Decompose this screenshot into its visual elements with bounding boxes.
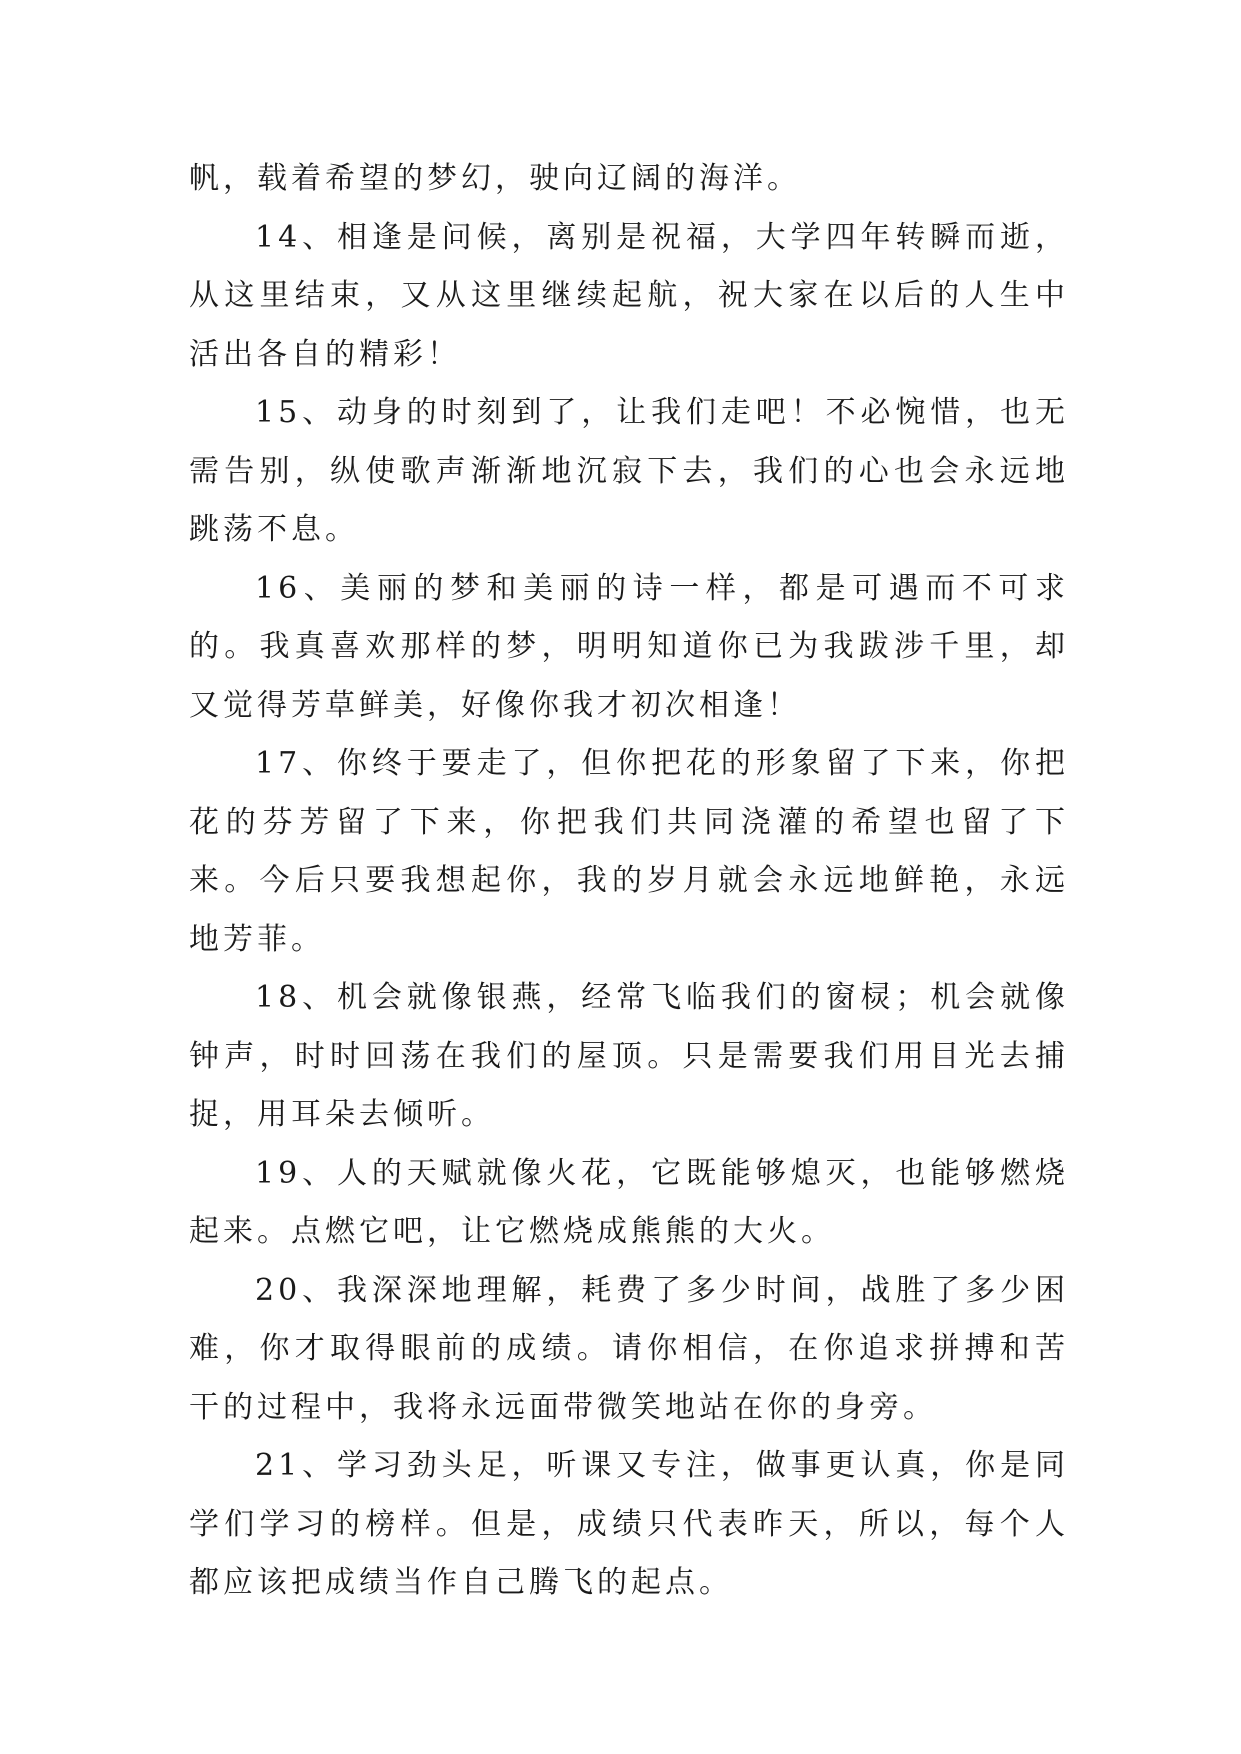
paragraph-20: 20、我深深地理解，耗费了多少时间，战胜了多少困难，你才取得眼前的成绩。请你相信，在你追求拼搏和苦干的过程中，我将永远面带微笑地站在你的身旁。 xyxy=(189,1272,1069,1425)
paragraph-continuation: 帆，载着希望的梦幻，驶向辽阔的海洋。 xyxy=(189,161,801,196)
paragraph-18: 18、机会就像银燕，经常飞临我们的窗棂；机会就像钟声，时时回荡在我们的屋顶。只是需要我们用目光去捕捉，用耳朵去倾听。 xyxy=(189,980,1069,1132)
paragraph-14: 14、相逢是问候，离别是祝福，大学四年转瞬而逝，从这里结束，又从这里继续起航，祝大家在以后的人生中活出各自的精彩！ xyxy=(189,219,1069,372)
paragraph-16: 16、美丽的梦和美丽的诗一样，都是可遇而不可求的。我真喜欢那样的梦，明明知道你已为我跋涉千里，却又觉得芳草鲜美，好像你我才初次相逢！ xyxy=(189,570,1069,723)
paragraph-15: 15、动身的时刻到了，让我们走吧！不必惋惜，也无需告别，纵使歌声渐渐地沉寂下去，我们的心也会永远地跳荡不息。 xyxy=(189,395,1069,547)
document-body xyxy=(189,150,1069,1613)
paragraph-19: 19、人的天赋就像火花，它既能够熄灭，也能够燃烧起来。点燃它吧，让它燃烧成熊熊的大火。 xyxy=(189,1155,1069,1249)
paragraph-21: 21、学习劲头足，听课又专注，做事更认真，你是同学们学习的榜样。但是，成绩只代表昨天，所以，每个人都应该把成绩当作自己腾飞的起点。 xyxy=(189,1448,1069,1600)
paragraph-17: 17、你终于要走了，但你把花的形象留了下来，你把花的芬芳留了下来，你把我们共同浇灌的希望也留了下来。今后只要我想起你，我的岁月就会永远地鲜艳，永远地芳菲。 xyxy=(189,746,1069,957)
